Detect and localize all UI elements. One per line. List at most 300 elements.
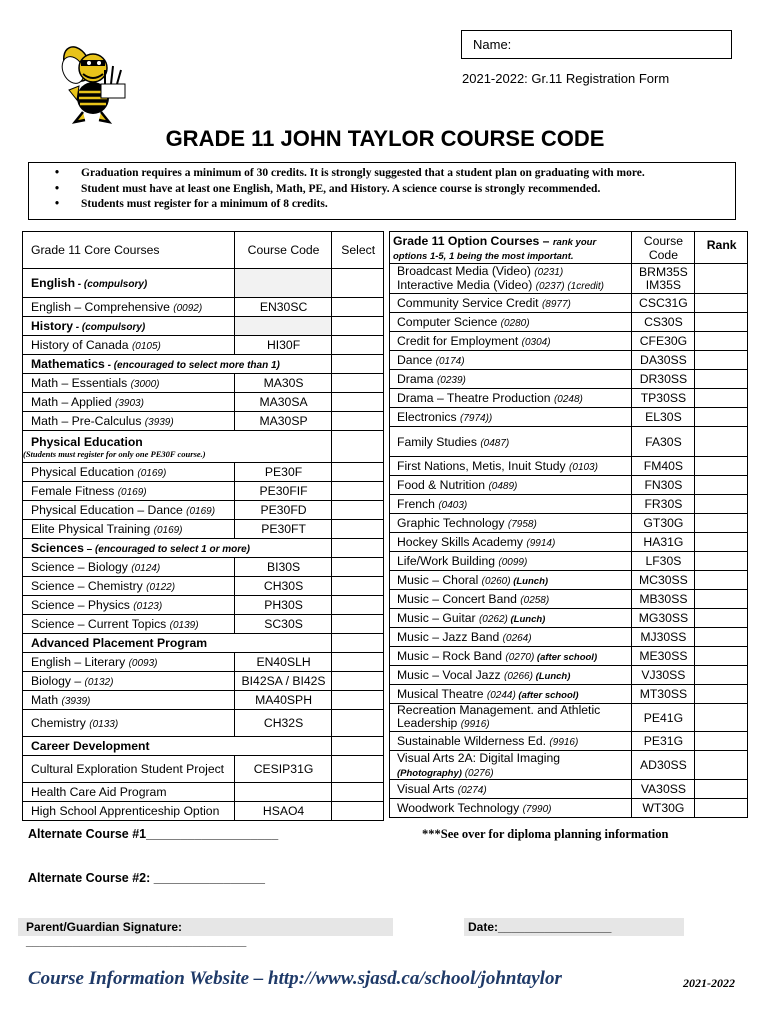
alternate-course-2[interactable]: Alternate Course #2: ________________ xyxy=(28,871,265,885)
course-number: (3939) xyxy=(61,696,91,707)
rank-cell[interactable] xyxy=(695,704,748,732)
course-number: (8977) xyxy=(541,299,571,310)
course-name xyxy=(23,691,235,710)
course-code: BI30S xyxy=(234,558,332,577)
rank-cell[interactable] xyxy=(695,370,748,389)
course-line xyxy=(397,497,629,511)
course-title: Drama – Theatre Production xyxy=(397,391,554,405)
course-title: Chemistry xyxy=(31,716,90,730)
course-number: (0105) xyxy=(131,341,161,352)
course-number: (0092) xyxy=(173,303,203,314)
select-cell[interactable] xyxy=(332,520,384,539)
course-number: (0274) xyxy=(457,785,487,796)
rank-cell[interactable] xyxy=(695,514,748,533)
course-code xyxy=(631,514,695,533)
course-name xyxy=(390,751,632,780)
table-row xyxy=(390,533,748,552)
course-title: Computer Science xyxy=(397,315,501,329)
course-name xyxy=(23,393,235,412)
options-col-rank: Rank xyxy=(695,232,748,264)
rank-cell[interactable] xyxy=(695,457,748,476)
table-row xyxy=(23,482,384,501)
select-cell[interactable] xyxy=(332,463,384,482)
course-name xyxy=(23,577,235,596)
course-number: (0258) xyxy=(520,595,550,606)
select-cell[interactable] xyxy=(332,634,384,653)
section-note: - (compulsory) xyxy=(75,279,148,290)
course-number: (0266) xyxy=(504,671,533,682)
section-title: English xyxy=(31,276,76,290)
rank-cell[interactable] xyxy=(695,351,748,370)
core-section-row xyxy=(23,317,384,336)
select-cell[interactable] xyxy=(332,691,384,710)
course-title: Cultural Exploration Student Project xyxy=(31,762,225,776)
course-code: PE30FT xyxy=(234,520,332,539)
course-number: (0262) xyxy=(478,614,508,625)
code-value: FN30S xyxy=(644,478,683,492)
page-title: GRADE 11 JOHN TAYLOR COURSE CODE xyxy=(165,126,605,151)
course-title: Drama xyxy=(397,372,437,386)
rank-cell[interactable] xyxy=(695,685,748,704)
section-heading xyxy=(23,355,332,374)
course-name xyxy=(23,374,235,393)
select-cell[interactable] xyxy=(332,539,384,558)
course-line xyxy=(397,535,629,549)
course-number: (0139) xyxy=(169,620,199,631)
course-line xyxy=(397,611,629,625)
table-row xyxy=(390,751,748,780)
course-title: Music – Guitar xyxy=(397,611,479,625)
course-title: Visual Arts xyxy=(397,782,458,796)
note-item: • Students must register for a minimum of 8 credits. xyxy=(81,198,735,214)
table-row xyxy=(390,264,748,294)
select-cell[interactable] xyxy=(332,393,384,412)
course-name xyxy=(23,802,235,821)
table-row xyxy=(390,732,748,751)
signature-field[interactable]: Parent/Guardian Signature: _________________________________ xyxy=(18,918,393,936)
course-code xyxy=(631,457,695,476)
course-name xyxy=(390,780,632,799)
course-code: BI42SA / BI42S xyxy=(234,672,332,691)
course-number: (0276) xyxy=(461,768,494,779)
section-title: Career Development xyxy=(31,739,150,753)
code-value: FA30S xyxy=(645,434,682,449)
course-line xyxy=(397,573,629,587)
course-number: (0122) xyxy=(146,582,176,593)
course-name xyxy=(23,756,235,783)
table-row xyxy=(23,710,384,737)
select-cell[interactable] xyxy=(332,672,384,691)
course-title: Music – Choral xyxy=(397,573,482,587)
rank-cell[interactable] xyxy=(695,389,748,408)
select-cell[interactable] xyxy=(332,577,384,596)
select-cell[interactable] xyxy=(332,336,384,355)
course-code xyxy=(631,294,695,313)
rank-cell[interactable] xyxy=(695,666,748,685)
section-title: Mathematics xyxy=(31,357,105,371)
rank-cell[interactable] xyxy=(695,408,748,427)
table-row xyxy=(390,514,748,533)
course-code xyxy=(631,533,695,552)
code-value: VJ30SS xyxy=(641,668,686,682)
table-row xyxy=(23,672,384,691)
rank-cell[interactable] xyxy=(695,609,748,628)
section-note: – (encouraged to select 1 or more) xyxy=(83,544,251,555)
code-value: DR30SS xyxy=(639,372,688,386)
course-title: Music – Concert Band xyxy=(397,592,521,606)
course-code xyxy=(631,370,695,389)
table-row xyxy=(23,520,384,539)
select-cell[interactable] xyxy=(332,737,384,756)
course-code: HSAO4 xyxy=(234,802,332,821)
course-title: Science – Biology xyxy=(31,560,132,574)
rank-cell[interactable] xyxy=(695,571,748,590)
course-title: Physical Education – Dance xyxy=(31,503,187,517)
course-name xyxy=(390,313,632,332)
course-code xyxy=(631,732,695,751)
rank-cell[interactable] xyxy=(695,533,748,552)
core-courses-table xyxy=(22,231,384,821)
course-name xyxy=(390,457,632,476)
course-title: Visual Arts 2A: Digital Imaging xyxy=(397,751,561,765)
course-title: Health Care Aid Program xyxy=(31,785,167,799)
table-row xyxy=(390,799,748,818)
course-code xyxy=(631,780,695,799)
course-number: (0270) xyxy=(505,652,535,663)
course-code xyxy=(631,264,695,294)
table-row xyxy=(390,666,748,685)
course-number: (9914) xyxy=(526,538,556,549)
course-line xyxy=(397,353,629,367)
course-number: (0103) xyxy=(569,462,598,473)
course-code xyxy=(631,590,695,609)
course-title: Female Fitness xyxy=(31,484,118,498)
course-title: French xyxy=(397,497,439,511)
course-title: High School Apprenticeship Option xyxy=(31,804,220,818)
course-code: MA40SPH xyxy=(234,691,332,710)
course-line xyxy=(397,279,629,293)
table-row xyxy=(390,628,748,647)
table-row xyxy=(23,374,384,393)
alternate-course-1[interactable]: Alternate Course #1___________________ xyxy=(28,827,279,841)
course-code: MA30S xyxy=(234,374,332,393)
core-section-row xyxy=(23,634,384,653)
course-title: Science – Chemistry xyxy=(31,579,147,593)
course-title: Musical Theatre xyxy=(397,687,487,701)
course-line xyxy=(397,478,629,492)
table-row xyxy=(23,298,384,317)
rank-cell[interactable] xyxy=(695,628,748,647)
note-item: • Graduation requires a minimum of 30 credits. It is strongly suggested that a student plan on graduating with more. xyxy=(81,167,735,183)
select-cell[interactable] xyxy=(332,355,384,374)
rank-cell[interactable] xyxy=(695,427,748,457)
table-row xyxy=(390,313,748,332)
rank-cell[interactable] xyxy=(695,732,748,751)
select-cell[interactable] xyxy=(332,710,384,737)
table-row xyxy=(23,412,384,431)
section-title: Sciences xyxy=(31,541,84,555)
course-title: Music – Rock Band xyxy=(397,649,506,663)
course-name xyxy=(390,799,632,818)
rank-cell[interactable] xyxy=(695,264,748,294)
course-number: (7958) xyxy=(507,519,537,530)
date-field[interactable]: Date:_________________ xyxy=(464,918,684,936)
course-code: MA30SA xyxy=(234,393,332,412)
section-code-cell xyxy=(234,269,332,298)
website-link[interactable]: Course Information Website – http://www.sjasd.ca/school/johntaylor xyxy=(28,968,562,989)
select-cell[interactable] xyxy=(332,783,384,802)
course-title: Math xyxy=(31,693,62,707)
course-name xyxy=(390,495,632,514)
course-line xyxy=(397,734,629,748)
select-cell[interactable] xyxy=(332,374,384,393)
core-section-row xyxy=(23,355,384,374)
select-cell[interactable] xyxy=(332,317,384,336)
course-number: (9916) xyxy=(460,719,490,730)
select-cell[interactable] xyxy=(332,412,384,431)
course-name xyxy=(390,264,632,294)
rank-cell[interactable] xyxy=(695,332,748,351)
course-name xyxy=(390,704,632,732)
rank-cell[interactable] xyxy=(695,313,748,332)
course-title: First Nations, Metis, Inuit Study xyxy=(397,459,570,473)
course-title: Leadership xyxy=(397,716,461,730)
code-value: DA30SS xyxy=(640,353,687,367)
table-row xyxy=(390,685,748,704)
course-code: EN40SLH xyxy=(234,653,332,672)
rank-cell[interactable] xyxy=(695,294,748,313)
core-col-courses: Grade 11 Core Courses xyxy=(23,232,235,269)
course-title: Biology – xyxy=(31,674,85,688)
course-code: EN30SC xyxy=(234,298,332,317)
course-name xyxy=(390,514,632,533)
course-title: Hockey Skills Academy xyxy=(397,535,527,549)
course-name xyxy=(23,710,235,737)
table-row xyxy=(23,615,384,634)
core-section-row xyxy=(23,737,384,756)
course-name xyxy=(390,628,632,647)
course-title: English – Literary xyxy=(31,655,129,669)
options-col-title: Grade 11 Option Courses – xyxy=(393,234,553,248)
course-line xyxy=(397,717,629,731)
course-number: (3903) xyxy=(115,398,144,409)
select-cell[interactable] xyxy=(332,558,384,577)
section-heading xyxy=(23,539,332,558)
code-value: EL30S xyxy=(645,410,682,424)
table-row xyxy=(390,704,748,732)
course-title: Music – Vocal Jazz xyxy=(397,668,505,682)
core-section-row xyxy=(23,269,384,298)
course-line xyxy=(397,751,629,765)
form-title: 2021-2022: Gr.11 Registration Form xyxy=(462,71,670,86)
course-name xyxy=(390,666,632,685)
course-code xyxy=(631,313,695,332)
course-number: (0093) xyxy=(128,658,158,669)
course-line xyxy=(397,516,629,530)
course-title: Electronics xyxy=(397,410,460,424)
course-title: Community Service Credit xyxy=(397,296,542,310)
course-number: (3000) xyxy=(130,379,160,390)
code-value: GT30G xyxy=(643,516,684,530)
course-line xyxy=(397,668,629,682)
core-header-row xyxy=(23,232,384,269)
select-cell[interactable] xyxy=(332,802,384,821)
course-line xyxy=(397,334,629,348)
course-name xyxy=(23,482,235,501)
course-number: (0264) xyxy=(502,633,532,644)
table-row xyxy=(390,370,748,389)
select-cell[interactable] xyxy=(332,298,384,317)
course-number: (7974)) xyxy=(460,413,493,424)
code-value: FM40S xyxy=(643,459,684,473)
course-name xyxy=(390,427,632,457)
course-line xyxy=(397,554,629,568)
select-cell[interactable] xyxy=(332,615,384,634)
select-cell[interactable] xyxy=(332,501,384,520)
course-number: (3939) xyxy=(144,417,174,428)
course-number: (7990) xyxy=(522,804,552,815)
course-title: Music – Jazz Band xyxy=(397,630,503,644)
course-name xyxy=(390,647,632,666)
rank-cell[interactable] xyxy=(695,552,748,571)
course-title: Science – Physics xyxy=(31,598,134,612)
code-value: WT30G xyxy=(642,801,685,815)
course-number: (0304) xyxy=(521,337,551,348)
course-code xyxy=(631,628,695,647)
options-header-row xyxy=(390,232,748,264)
course-title: Math – Applied xyxy=(31,395,116,409)
table-row xyxy=(390,476,748,495)
select-cell[interactable] xyxy=(332,653,384,672)
course-number: (0489) xyxy=(488,481,518,492)
course-code xyxy=(631,609,695,628)
select-cell[interactable] xyxy=(332,596,384,615)
course-title: Elite Physical Training xyxy=(31,522,154,536)
core-col-code: Course Code xyxy=(234,232,332,269)
course-code xyxy=(234,783,332,802)
diploma-note: ***See over for diploma planning information xyxy=(422,827,669,841)
course-title: Broadcast Media (Video) xyxy=(397,263,535,278)
course-code: SC30S xyxy=(234,615,332,634)
course-number: (0239) xyxy=(436,375,466,386)
course-line xyxy=(397,459,629,473)
course-code: PE30F xyxy=(234,463,332,482)
name-field[interactable] xyxy=(461,30,732,59)
course-title: History of Canada xyxy=(31,338,132,352)
course-name xyxy=(23,615,235,634)
course-title: Graphic Technology xyxy=(397,516,508,530)
course-time: (Lunch) xyxy=(507,614,546,625)
course-code: PH30S xyxy=(234,596,332,615)
table-row xyxy=(23,463,384,482)
table-row xyxy=(390,571,748,590)
course-title: Life/Work Building xyxy=(397,554,499,568)
select-cell[interactable] xyxy=(332,482,384,501)
course-line xyxy=(397,801,629,815)
course-number: (0132) xyxy=(84,677,114,688)
table-row xyxy=(390,427,748,457)
code-value: ME30SS xyxy=(639,649,688,663)
rank-cell[interactable] xyxy=(695,495,748,514)
rank-cell[interactable] xyxy=(695,647,748,666)
rank-cell[interactable] xyxy=(695,780,748,799)
course-code xyxy=(631,351,695,370)
section-heading xyxy=(23,737,332,756)
code-value: CS30S xyxy=(644,315,683,329)
table-row xyxy=(23,501,384,520)
course-line xyxy=(397,435,629,449)
code-value: VA30SS xyxy=(640,782,686,796)
table-row xyxy=(23,756,384,783)
table-row xyxy=(23,336,384,355)
course-number: (0099) xyxy=(498,557,528,568)
course-title: English – Comprehensive xyxy=(31,300,174,314)
code-value: IM35S xyxy=(645,277,682,292)
section-title: Physical Education xyxy=(31,434,143,449)
course-title: Food & Nutrition xyxy=(397,478,489,492)
course-name xyxy=(23,336,235,355)
table-row xyxy=(390,609,748,628)
table-row xyxy=(390,552,748,571)
course-code: PE30FIF xyxy=(234,482,332,501)
select-cell[interactable] xyxy=(332,269,384,298)
section-heading xyxy=(23,317,235,336)
course-number: (0487) xyxy=(480,437,510,449)
course-line xyxy=(397,372,629,386)
course-name xyxy=(23,501,235,520)
course-name xyxy=(390,476,632,495)
course-line xyxy=(397,391,629,405)
select-cell[interactable] xyxy=(332,431,384,463)
course-name xyxy=(390,332,632,351)
course-title: Math – Pre-Calculus xyxy=(31,414,145,428)
rank-cell[interactable] xyxy=(695,590,748,609)
core-section-row xyxy=(23,539,384,558)
table-row xyxy=(23,691,384,710)
table-row xyxy=(390,590,748,609)
code-value: MB30SS xyxy=(639,592,688,606)
options-col-code: Course Code xyxy=(631,232,695,264)
course-number: (0280) xyxy=(500,318,530,329)
course-line xyxy=(397,410,629,424)
rank-cell[interactable] xyxy=(695,799,748,818)
code-value: PE41G xyxy=(643,710,684,725)
course-title: Interactive Media (Video) xyxy=(397,277,536,292)
course-code: MA30SP xyxy=(234,412,332,431)
course-number: (0174) xyxy=(435,356,465,367)
table-row xyxy=(23,577,384,596)
course-name xyxy=(390,533,632,552)
course-name xyxy=(23,596,235,615)
course-title: Dance xyxy=(397,353,436,367)
select-cell[interactable] xyxy=(332,756,384,783)
course-name xyxy=(390,590,632,609)
course-title: Math – Essentials xyxy=(31,376,131,390)
course-code: CESIP31G xyxy=(234,756,332,783)
course-code xyxy=(631,427,695,457)
course-name xyxy=(23,783,235,802)
course-name xyxy=(23,412,235,431)
table-row xyxy=(390,294,748,313)
rank-cell[interactable] xyxy=(695,476,748,495)
rank-cell[interactable] xyxy=(695,751,748,780)
course-line xyxy=(397,687,629,701)
table-row xyxy=(390,457,748,476)
course-number: (0403) xyxy=(438,500,468,511)
section-note: - (encouraged to select more than 1) xyxy=(104,360,280,371)
section-heading xyxy=(23,634,332,653)
table-row xyxy=(23,393,384,412)
